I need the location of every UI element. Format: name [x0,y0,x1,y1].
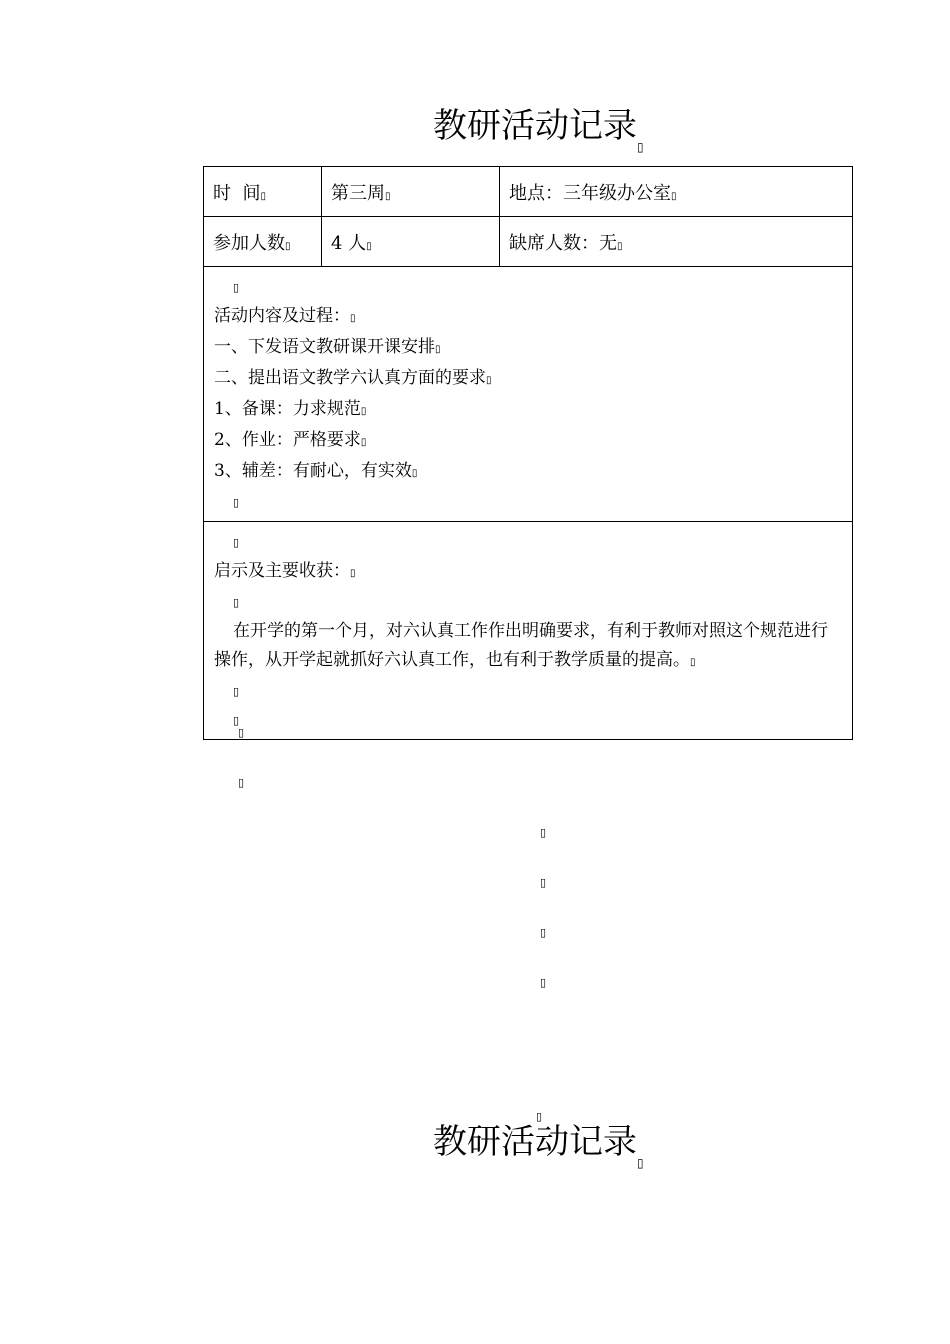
page-title: 教研活动记录$_▯$ [433,106,644,154]
paragraph-mark: ▯ [540,976,547,989]
list-item: 一、下发语文教研课开课安排▯ [214,337,441,357]
gains-cell: ▯ 启示及主要收获：▯ ▯ 在开学的第一个月，对六认真工作作出明确要求，有利于教师对照这个规范进行操作，从开学起就抓好六认真工作，也有利于教学质量的提高。▯ ▯ ▯ [204,522,853,740]
paragraph-mark: ▯ [540,876,547,889]
time-label: 时 间 [213,182,261,204]
table-row [204,167,853,217]
paragraph-mark: ▯ [540,826,547,839]
count-value: 4 人 [331,232,367,254]
activity-record-table [203,166,853,740]
absent-cell: 缺席人数：无▯ [500,217,853,267]
paragraph-mark: ▯ [637,1156,644,1170]
list-item: 3、辅差：有耐心，有实效▯ [214,461,418,481]
list-item: 1、备课：力求规范▯ [214,399,367,419]
count-label-cell: 参加人数▯ [204,217,322,267]
list-item: 二、提出语文教学六认真方面的要求▯ [214,368,492,388]
count-value-cell: 4 人▯ [322,217,500,267]
table-row [204,217,853,267]
activity-content-cell: ▯ 活动内容及过程：▯ 一、下发语文教研课开课安排▯ 二、提出语文教学六认真方面的要求▯ 1、备课：力求规范▯ 2、作业：严格要求▯ 3、辅差：有耐心，有实效▯ ▯ [204,267,853,522]
table-row [204,522,853,740]
absent-text: 缺席人数：无 [509,232,617,254]
gains-paragraph: 在开学的第一个月，对六认真工作作出明确要求，有利于教师对照这个规范进行操作，从开学起就抓好六认真工作，也有利于教学质量的提高。▯ [214,621,828,670]
paragraph-mark: ▯ [540,926,547,939]
list-item: 2、作业：严格要求▯ [214,430,367,450]
table-row [204,267,853,522]
place-text: 地点：三年级办公室 [509,182,671,204]
time-label-cell: 时 间▯ [204,167,322,217]
time-value-cell: 第三周▯ [322,167,500,217]
paragraph-mark: ▯ [637,140,644,154]
gains-heading: 启示及主要收获： [214,561,350,581]
paragraph-mark: ▯ [536,1110,543,1123]
content-heading: 活动内容及过程： [214,306,350,326]
place-cell: 地点：三年级办公室▯ [500,167,853,217]
count-label: 参加人数 [213,232,285,254]
paragraph-mark: ▯ [238,726,245,739]
page2-title: 教研活动记录$_▯$ [433,1122,644,1170]
time-value: 第三周 [331,182,385,204]
paragraph-mark: ▯ [238,776,245,789]
